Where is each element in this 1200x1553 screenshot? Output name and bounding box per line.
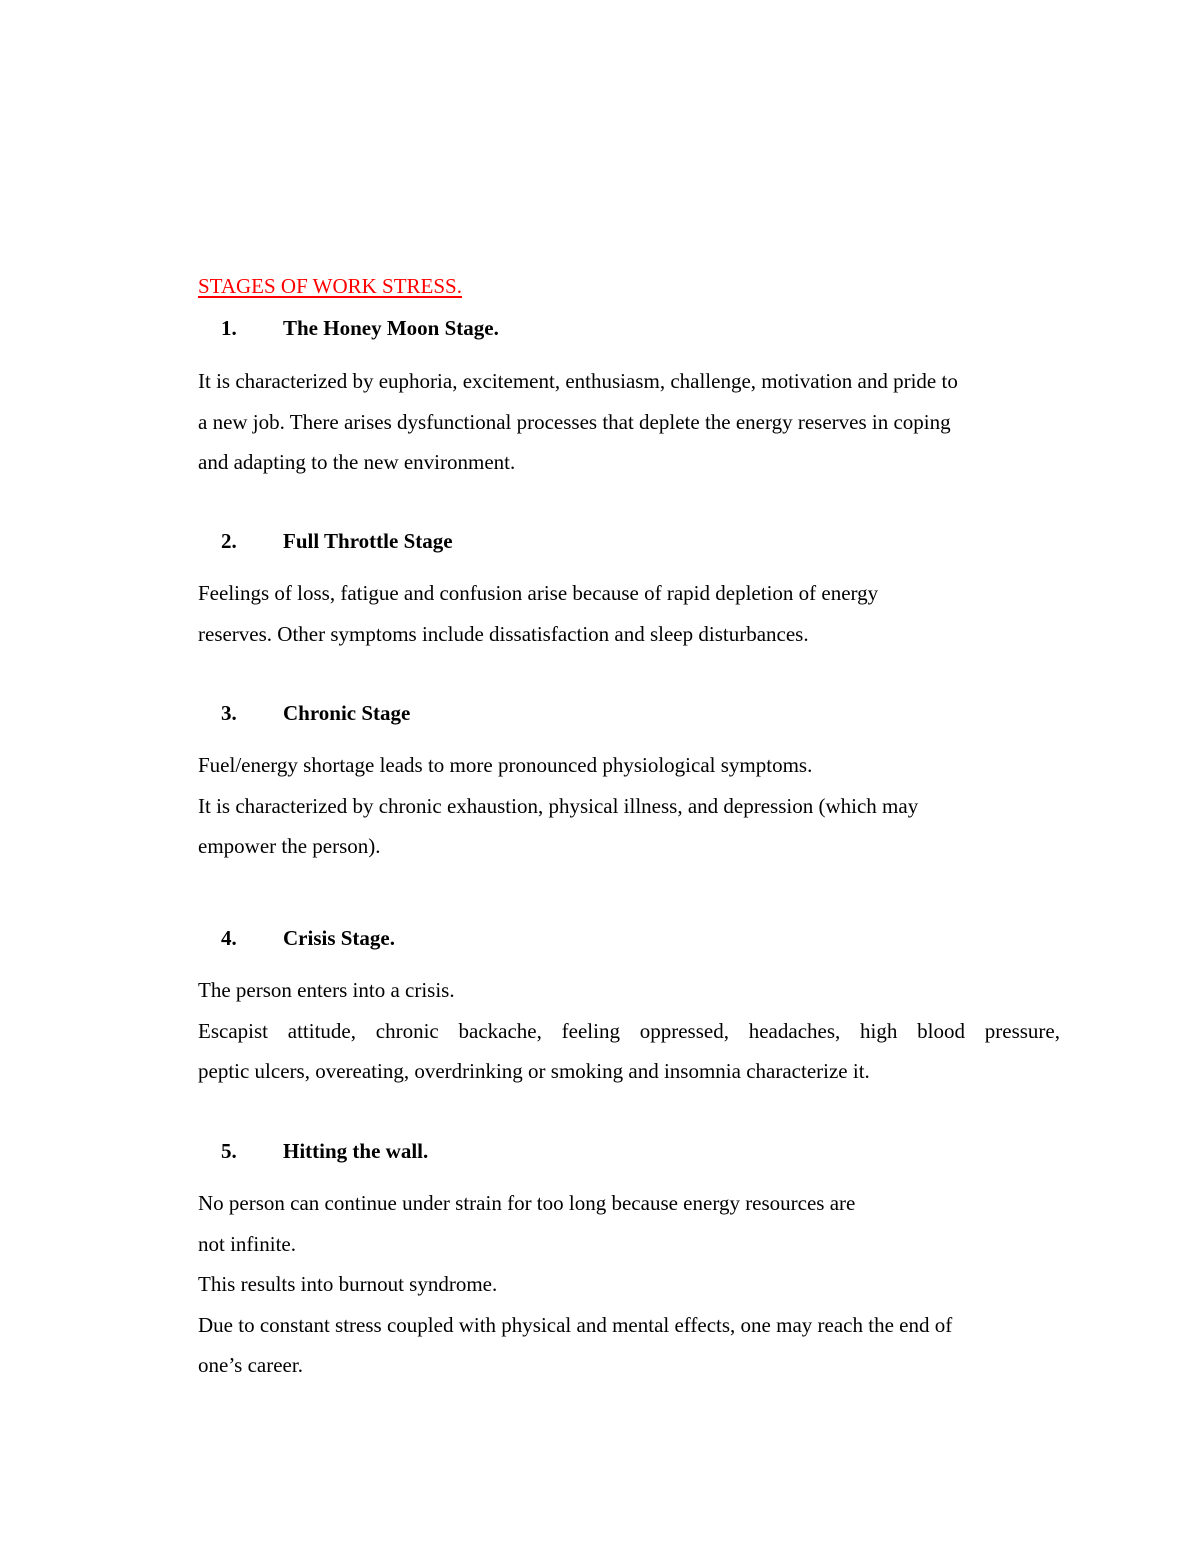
section-number-2: 2. xyxy=(221,529,237,553)
section-title-1: The Honey Moon Stage. xyxy=(283,316,499,340)
body-line: and adapting to the new environment. xyxy=(198,450,516,474)
document-title: STAGES OF WORK STRESS. xyxy=(198,274,462,298)
section-number-4: 4. xyxy=(221,926,237,950)
body-line: Feelings of loss, fatigue and confusion arise because of rapid depletion of energy xyxy=(198,581,879,605)
section-title-5: Hitting the wall. xyxy=(283,1139,429,1163)
section-title-4: Crisis Stage. xyxy=(283,926,395,950)
body-line: a new job. There arises dysfunctional processes that deplete the energy reserves in coping xyxy=(198,409,951,434)
body-line: Due to constant stress coupled with physical and mental effects, one may reach the end of xyxy=(198,1312,953,1337)
body-line: peptic ulcers, overeating, overdrinking or smoking and insomnia characterize it. xyxy=(198,1059,870,1083)
section-body-5 xyxy=(198,1183,1068,1386)
section-heading-5 xyxy=(198,1137,428,1165)
body-line: empower the person). xyxy=(198,834,381,858)
body-line: It is characterized by chronic exhaustion, physical illness, and depression (which may xyxy=(198,793,919,818)
body-line: This results into burnout syndrome. xyxy=(198,1272,498,1296)
section-heading-2 xyxy=(198,527,453,555)
section-heading-4 xyxy=(198,924,395,952)
body-line: not infinite. xyxy=(198,1231,296,1256)
section-body-3 xyxy=(198,745,1068,867)
body-line: one’s career. xyxy=(198,1353,303,1377)
section-body-1 xyxy=(198,361,1068,483)
section-title-2: Full Throttle Stage xyxy=(283,529,453,553)
section-number-5: 5. xyxy=(221,1139,237,1163)
section-number-1: 1. xyxy=(221,316,237,340)
body-line: Escapist attitude, chronic backache, feeling oppressed, headaches, high blood pressure, xyxy=(198,1018,1060,1043)
body-line: Fuel/energy shortage leads to more pronounced physiological symptoms. xyxy=(198,753,813,777)
section-heading-1 xyxy=(198,314,499,342)
section-number-3: 3. xyxy=(221,701,237,725)
section-title-3: Chronic Stage xyxy=(283,701,411,725)
body-line: reserves. Other symptoms include dissatisfaction and sleep disturbances. xyxy=(198,621,809,646)
body-line: No person can continue under strain for too long because energy resources are xyxy=(198,1191,856,1215)
section-body-4 xyxy=(198,970,1068,1092)
section-heading-3 xyxy=(198,699,410,727)
body-line: It is characterized by euphoria, excitement, enthusiasm, challenge, motivation and pride to xyxy=(198,369,958,393)
body-line: The person enters into a crisis. xyxy=(198,978,455,1002)
section-body-2 xyxy=(198,573,1068,654)
